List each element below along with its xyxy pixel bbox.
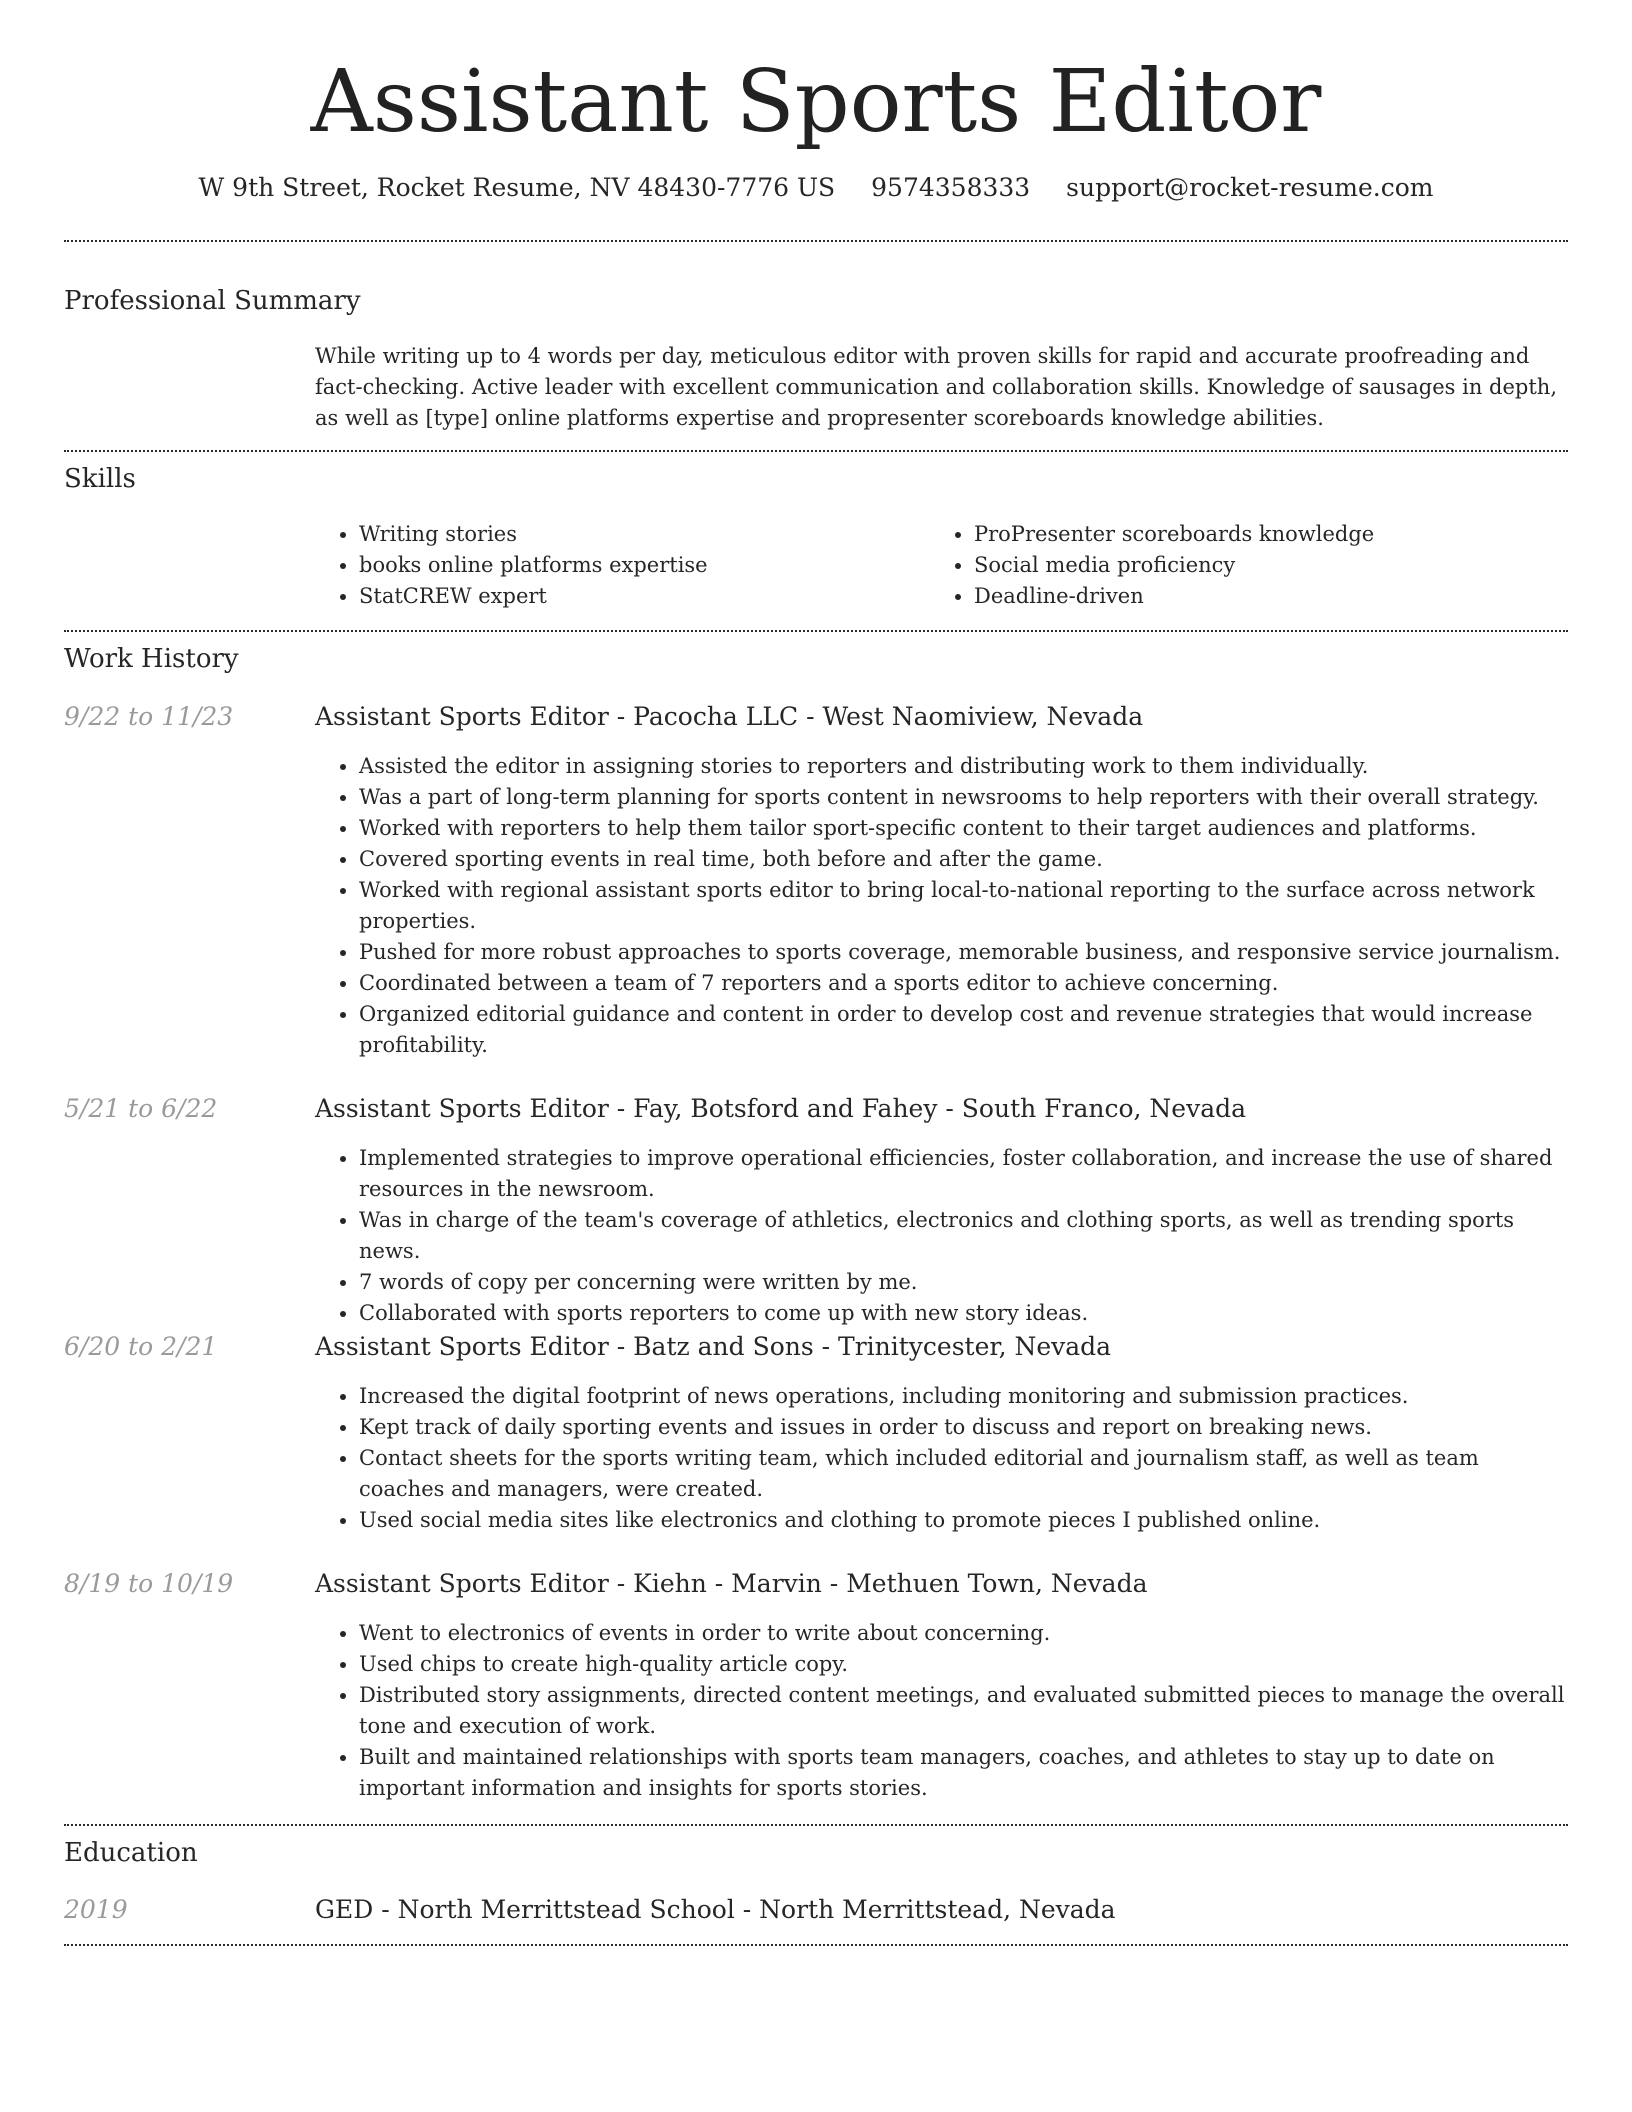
contact-address: W 9th Street, Rocket Resume, NV 48430-7776 US bbox=[198, 173, 836, 202]
job-title: Assistant Sports Editor - Batz and Sons - Trinitycester, Nevada bbox=[315, 1332, 1112, 1361]
contact-email: support@rocket-resume.com bbox=[1066, 173, 1434, 202]
job-bullets bbox=[315, 751, 1568, 1061]
education-year: 2019 bbox=[64, 1895, 128, 1924]
contact-line bbox=[0, 171, 1632, 205]
job-bullet: • Used chips to create high-quality article copy. bbox=[359, 1649, 1568, 1680]
skills-heading: Skills bbox=[64, 464, 136, 494]
education-heading: Education bbox=[64, 1838, 198, 1868]
job-bullet: • Kept track of daily sporting events and issues in order to discuss and report on breaking news. bbox=[359, 1412, 1568, 1443]
job-dates: 8/19 to 10/19 bbox=[64, 1569, 234, 1598]
summary-text: While writing up to 4 words per day, meticulous editor with proven skills for rapid and accurate proofreading and fact-checking. Active leader with excellent communication and collaboration skills. Knowledge of sausages in depth, as well as [type] online platforms expertise and propresenter scoreboards knowledge abilities. bbox=[315, 344, 1557, 430]
job-dates: 5/21 to 6/22 bbox=[64, 1094, 218, 1123]
divider bbox=[64, 630, 1568, 632]
job-dates: 6/20 to 2/21 bbox=[64, 1332, 218, 1361]
summary-heading: Professional Summary bbox=[64, 286, 361, 316]
divider bbox=[64, 240, 1568, 242]
job-bullets bbox=[315, 1618, 1568, 1804]
skills-column-right bbox=[930, 519, 1530, 612]
job-bullet: • Was a part of long-term planning for sports content in newsrooms to help reporters with their overall strategy. bbox=[359, 782, 1568, 813]
job-bullet: • Organized editorial guidance and content in order to develop cost and revenue strategies that would increase profitability. bbox=[359, 999, 1568, 1061]
skill-item: • ProPresenter scoreboards knowledge bbox=[974, 519, 1530, 550]
job-bullet: • Pushed for more robust approaches to sports coverage, memorable business, and responsive service journalism. bbox=[359, 937, 1568, 968]
job-bullet: • Went to electronics of events in order to write about concerning. bbox=[359, 1618, 1568, 1649]
divider bbox=[64, 1824, 1568, 1826]
job-bullet: • Contact sheets for the sports writing team, which included editorial and journalism staff, as well as team coaches and managers, were created. bbox=[359, 1443, 1568, 1505]
job-bullet: • Used social media sites like electronics and clothing to promote pieces I published online. bbox=[359, 1505, 1568, 1536]
contact-phone: 9574358333 bbox=[871, 173, 1031, 202]
job-bullet: • Assisted the editor in assigning stories to reporters and distributing work to them individually. bbox=[359, 751, 1568, 782]
job-bullet: • Increased the digital footprint of news operations, including monitoring and submission practices. bbox=[359, 1381, 1568, 1412]
skill-item: • books online platforms expertise bbox=[359, 550, 915, 581]
job-bullet: • Built and maintained relationships with sports team managers, coaches, and athletes to stay up to date on important information and insights for sports stories. bbox=[359, 1742, 1568, 1804]
job-bullets bbox=[315, 1143, 1568, 1329]
job-title: Assistant Sports Editor - Fay, Botsford and Fahey - South Franco, Nevada bbox=[315, 1094, 1247, 1123]
job-bullets bbox=[315, 1381, 1568, 1536]
job-title: Assistant Sports Editor - Pacocha LLC - West Naomiview, Nevada bbox=[315, 702, 1144, 731]
skill-item: • Deadline-driven bbox=[974, 581, 1530, 612]
skill-item: • Social media proficiency bbox=[974, 550, 1530, 581]
education-entry: GED - North Merrittstead School - North Merrittstead, Nevada bbox=[315, 1895, 1116, 1924]
divider bbox=[64, 450, 1568, 452]
job-bullet: • 7 words of copy per concerning were written by me. bbox=[359, 1267, 1568, 1298]
job-bullet: • Coordinated between a team of 7 reporters and a sports editor to achieve concerning. bbox=[359, 968, 1568, 999]
divider bbox=[64, 1944, 1568, 1946]
job-bullet: • Covered sporting events in real time, both before and after the game. bbox=[359, 844, 1568, 875]
job-bullet: • Worked with reporters to help them tailor sport-specific content to their target audiences and platforms. bbox=[359, 813, 1568, 844]
job-bullet: • Worked with regional assistant sports editor to bring local-to-national reporting to the surface across network properties. bbox=[359, 875, 1568, 937]
job-dates: 9/22 to 11/23 bbox=[64, 702, 234, 731]
job-bullet: • Distributed story assignments, directed content meetings, and evaluated submitted pieces to manage the overall tone and execution of work. bbox=[359, 1680, 1568, 1742]
job-bullet: • Collaborated with sports reporters to come up with new story ideas. bbox=[359, 1298, 1568, 1329]
resume-name: Assistant Sports Editor bbox=[310, 52, 1322, 152]
job-title: Assistant Sports Editor - Kiehn - Marvin - Methuen Town, Nevada bbox=[315, 1569, 1148, 1598]
skills-column-left bbox=[315, 519, 915, 612]
skill-item: • StatCREW expert bbox=[359, 581, 915, 612]
job-bullet: • Implemented strategies to improve operational efficiencies, foster collaboration, and increase the use of shared resources in the newsroom. bbox=[359, 1143, 1568, 1205]
skill-item: • Writing stories bbox=[359, 519, 915, 550]
job-bullet: • Was in charge of the team's coverage of athletics, electronics and clothing sports, as well as trending sports news. bbox=[359, 1205, 1568, 1267]
work-history-heading: Work History bbox=[64, 644, 239, 674]
